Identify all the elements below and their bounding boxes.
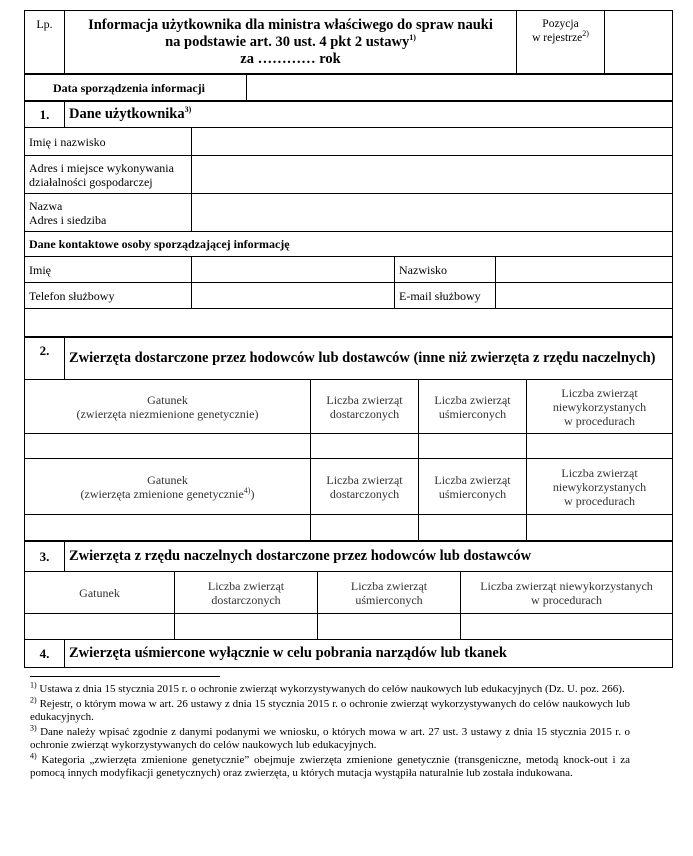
s2t2-delivered-header: Liczba zwierząt dostarczonych — [311, 459, 419, 515]
s2t1-delivered-cell[interactable] — [311, 434, 419, 459]
footnote-1: $^{1)}$ Ustawa z dnia 15 stycznia 2015 r. o ochronie zwierząt wykorzystywanych do celów naukowych lub edukacyjnych (Dz. U. poz. 266). — [30, 680, 625, 695]
date-label: Data sporządzenia informacji — [25, 75, 247, 101]
s2t1-killed-cell[interactable] — [419, 434, 527, 459]
section3-number: 3. — [25, 542, 65, 572]
section2-table — [24, 337, 673, 541]
section1-title: Dane użytkownika$^{3)}$ — [65, 102, 673, 128]
first-name-label: Imię — [25, 257, 192, 283]
s2t1-delivered-header: Liczba zwierząt dostarczonych — [311, 380, 419, 434]
form-title-line1: Informacja użytkownika dla ministra właściwego do spraw nauki — [88, 16, 493, 33]
surname-field[interactable] — [496, 257, 673, 283]
s2t2-unused-header: Liczba zwierząt niewykorzystanych w procedurach — [527, 459, 673, 515]
footnotes — [30, 676, 630, 782]
phone-field[interactable] — [192, 283, 395, 309]
registry-position-field[interactable] — [605, 11, 673, 74]
company-field[interactable] — [192, 194, 673, 232]
section1-spacer-row — [25, 309, 673, 337]
email-field[interactable] — [496, 283, 673, 309]
section4-title: Zwierzęta uśmiercone wyłącznie w celu pobrania narządów lub tkanek — [65, 640, 673, 668]
footnote-2: $^{2)}$ Rejestr, o którym mowa w art. 26 ustawy z dnia 15 stycznia 2015 r. o ochronie zwierząt wykorzystywanych do celów naukowych lub edukacyjnych. — [30, 695, 631, 723]
address-label: Adres i miejsce wykonywania działalności gospodarczej — [25, 156, 192, 194]
s3-killed-cell[interactable] — [318, 614, 461, 640]
s2t2-killed-header: Liczba zwierząt uśmierconych — [419, 459, 527, 515]
s2t2-species-header: Gatunek (zwierzęta zmienione genetycznie$^{4)}$) — [25, 459, 311, 515]
section3-title: Zwierzęta z rzędu naczelnych dostarczone przez hodowców lub dostawców — [65, 542, 673, 572]
section1-number: 1. — [25, 102, 65, 128]
surname-label: Nazwisko — [395, 257, 496, 283]
footnote-4: $^{4)}$ Kategoria „zwierzęta zmienione genetycznie” obejmuje zwierzęta zmienione genetycznie (transgeniczne, metodą knock-out i za pomocą innych modyfikacji genetycznych) oraz zwierzęta, u których mutacja wystąpiła naturalnie lub została indukowana. — [30, 751, 631, 779]
section3-table — [24, 541, 673, 668]
form-title-line3: za ………… rok — [240, 50, 341, 67]
s2t2-unused-cell[interactable] — [527, 515, 673, 541]
s2t1-unused-cell[interactable] — [527, 434, 673, 459]
form-frame — [24, 10, 672, 670]
date-field[interactable] — [247, 75, 673, 101]
s3-killed-header: Liczba zwierząt uśmierconych — [318, 572, 461, 614]
name-field[interactable] — [192, 128, 673, 156]
s3-unused-cell[interactable] — [461, 614, 673, 640]
s2t2-species-cell[interactable] — [25, 515, 311, 541]
s2t1-unused-header: Liczba zwierząt niewykorzystanych w procedurach — [527, 380, 673, 434]
address-field[interactable] — [192, 156, 673, 194]
date-table — [24, 74, 673, 101]
email-label: E-mail służbowy — [395, 283, 496, 309]
s3-delivered-cell[interactable] — [175, 614, 318, 640]
s3-delivered-header: Liczba zwierząt dostarczonych — [175, 572, 318, 614]
lp-label: Lp. — [25, 11, 65, 74]
header-table — [24, 10, 673, 74]
s3-species-header: Gatunek — [25, 572, 175, 614]
first-name-field[interactable] — [192, 257, 395, 283]
s2t1-species-cell[interactable] — [25, 434, 311, 459]
s3-species-cell[interactable] — [25, 614, 175, 640]
footnote-3: $^{3)}$ Dane należy wpisać zgodnie z danymi podanymi we wniosku, o których mowa w art. 27 ust. 3 ustawy z dnia 15 stycznia 2015 r. o ochronie zwierząt wykorzystywanych do celów naukowych lub edukacyjnych. — [30, 723, 631, 751]
registry-position-label: Pozycja w rejestrze$^{2)}$ — [517, 11, 605, 74]
s3-unused-header: Liczba zwierząt niewykorzystanych w procedurach — [461, 572, 673, 614]
s2t2-delivered-cell[interactable] — [311, 515, 419, 541]
name-label: Imię i nazwisko — [25, 128, 192, 156]
contact-heading: Dane kontaktowe osoby sporządzającej informację — [25, 232, 673, 257]
s2t1-species-header: Gatunek (zwierzęta niezmienione genetycznie) — [25, 380, 311, 434]
company-label: Nazwa Adres i siedziba — [25, 194, 192, 232]
s2t2-killed-cell[interactable] — [419, 515, 527, 541]
section2-title: Zwierzęta dostarczone przez hodowców lub dostawców (inne niż zwierzęta z rzędu naczelnych) — [65, 338, 673, 380]
form-title — [65, 11, 517, 74]
section1-table — [24, 101, 673, 337]
phone-label: Telefon służbowy — [25, 283, 192, 309]
section4-number: 4. — [25, 640, 65, 668]
form-title-line2: na podstawie art. 30 ust. 4 pkt 2 ustawy$^{1)}$ — [165, 32, 416, 50]
s2t1-killed-header: Liczba zwierząt uśmierconych — [419, 380, 527, 434]
section2-number: 2. — [25, 338, 65, 380]
footnote-rule — [30, 676, 220, 677]
